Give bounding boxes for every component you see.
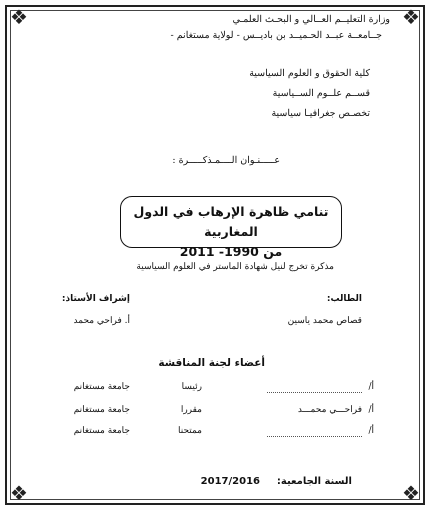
- member-institution: جامعة مستغانم: [73, 382, 130, 392]
- member-prefix: أ/: [368, 405, 374, 415]
- thesis-title-box: [120, 196, 342, 259]
- member-name: [267, 426, 362, 437]
- member-institution: جامعة مستغانم: [73, 405, 130, 415]
- thesis-title-line1: تنامي ظاهرة الإرهاب في الدول المغاربية: [133, 204, 329, 239]
- member-institution: جامعة مستغانم: [73, 426, 130, 436]
- supervisor-label: إشراف الأستاذ:: [61, 294, 130, 304]
- corner-ornament-icon: ❖: [10, 5, 28, 29]
- corner-ornament-icon: ❖: [10, 481, 28, 505]
- university-line: جــامعــة عبــد الحـميــد بن باديــس - لولاية مستغانم -: [170, 30, 382, 41]
- student-label: الطالب:: [326, 294, 362, 304]
- member-name: فراحـــي محمـــد: [297, 405, 362, 415]
- department-line: قســم علــوم الســياسية: [272, 88, 370, 99]
- member-prefix: أ/: [368, 426, 374, 436]
- member-prefix: أ/: [368, 382, 374, 392]
- member-role: رئيسا: [181, 382, 202, 392]
- member-role: ممتحنا: [177, 426, 202, 436]
- thesis-description: مذكرة تخرج لنيل شهادة الماستر في العلوم السياسية: [136, 262, 334, 272]
- committee-heading: أعضاء لجنة المناقشة: [158, 357, 265, 369]
- supervisor-name: أ. فراحي محمد: [73, 316, 130, 326]
- member-name: [267, 382, 362, 393]
- corner-ornament-icon: ❖: [402, 5, 420, 29]
- specialty-line: تخصـص جغرافيـا سياسية: [271, 108, 370, 119]
- faculty-line: كلية الحقوق و العلوم السياسية: [249, 68, 370, 79]
- academic-year-value: 2017/2016: [200, 476, 260, 487]
- student-name: قصاص محمد ياسين: [287, 316, 362, 326]
- ministry-line: وزارة التعليــم العــالي و البحـث العلمـي: [232, 14, 390, 25]
- member-role: مقررا: [180, 405, 202, 415]
- corner-ornament-icon: ❖: [402, 481, 420, 505]
- subject-label: عـــــنـوان الــــمـذكـــــرة :: [172, 155, 280, 166]
- thesis-title-line2: من 1990- 2011: [179, 244, 283, 259]
- academic-year-label: السنة الجامعية:: [276, 476, 352, 487]
